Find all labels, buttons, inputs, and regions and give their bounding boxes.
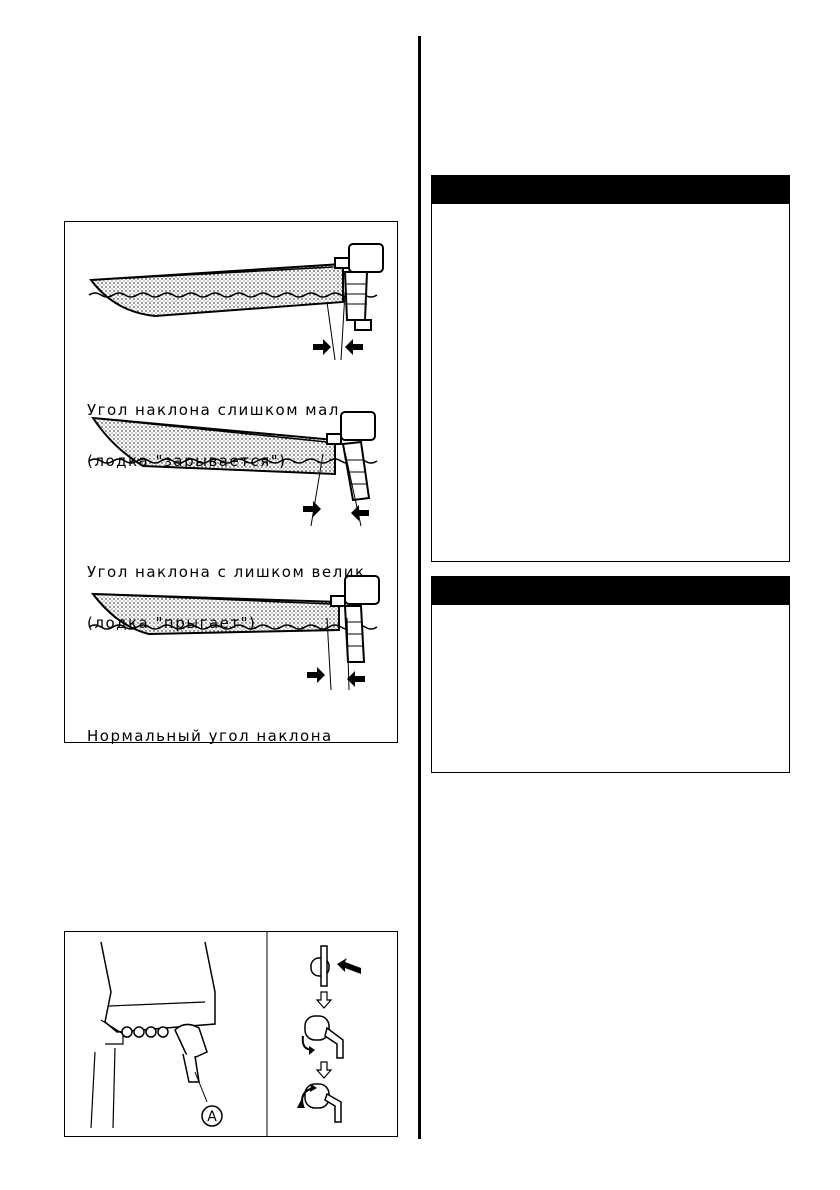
motor-bracket-drawing (91, 942, 215, 1128)
caption-trim-too-high (87, 530, 366, 666)
caption-line: Нормальный угол наклона (87, 727, 333, 745)
lock-step-1-icon (311, 946, 361, 986)
callout-a-icon (202, 1106, 222, 1126)
caption-trim-normal (87, 694, 333, 779)
column-divider (418, 36, 421, 1139)
warning-header (432, 176, 789, 204)
down-arrow-icon (317, 1062, 331, 1078)
note-header (432, 577, 789, 605)
boat-scene-too-low (89, 244, 383, 360)
tilt-lock-figure (64, 931, 398, 1137)
lock-step-3-icon (297, 1084, 341, 1122)
caption-line: (лодка "зарывается") (87, 452, 287, 470)
warning-box (431, 175, 790, 562)
caption-line: Угол наклона с лишком велик (87, 563, 366, 581)
caption-line: (лодка "прыгает") (87, 614, 257, 632)
callout-label-a: A (207, 1109, 217, 1125)
tilt-lock-illustration (65, 932, 397, 1136)
note-box (431, 576, 790, 773)
trim-angle-figure (64, 221, 398, 743)
caption-line: Угол наклона слишком мал (87, 401, 340, 419)
lock-step-2-icon (303, 1016, 343, 1058)
down-arrow-icon (317, 992, 331, 1008)
caption-trim-too-low (87, 368, 340, 504)
